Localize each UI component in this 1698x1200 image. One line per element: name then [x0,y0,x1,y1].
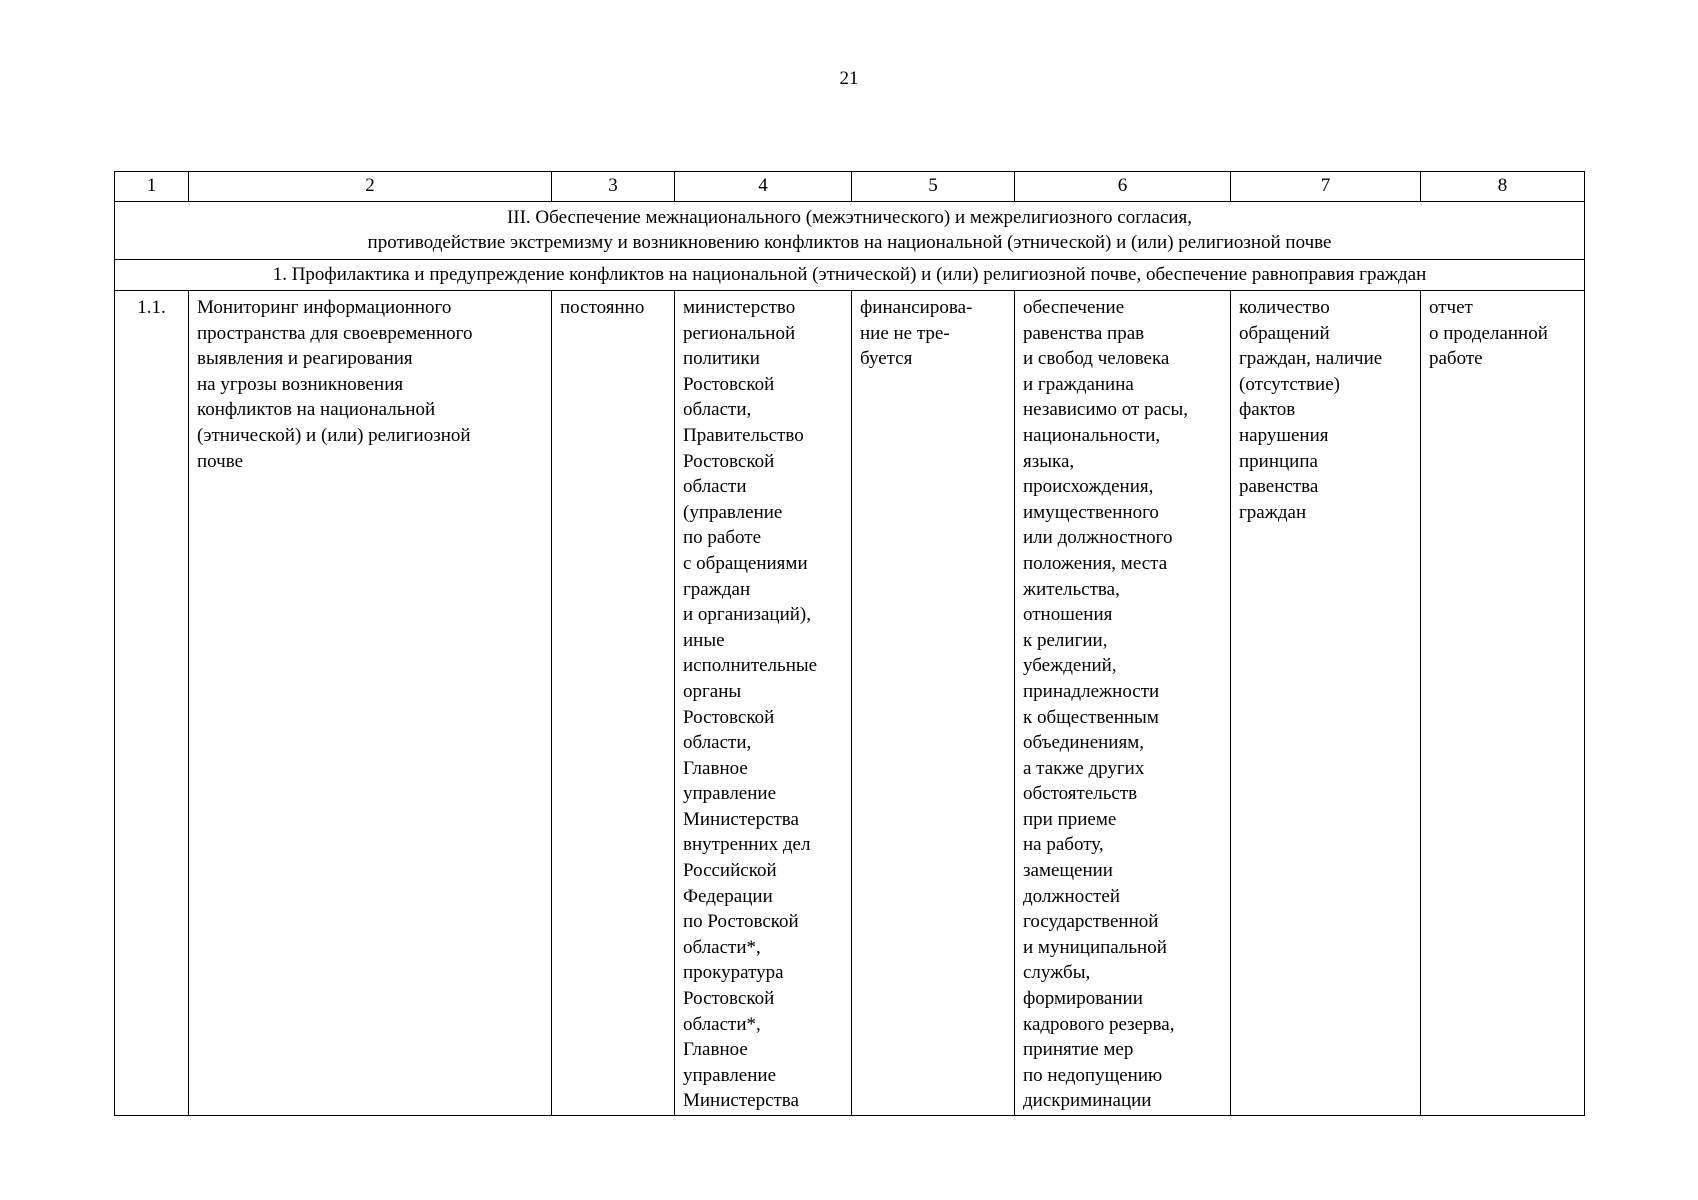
cell-text-line: с обращениями [683,552,808,574]
cell-text-line: жительства, [1023,578,1120,600]
cell-text-line: принадлежности [1023,680,1160,702]
cell-text-line: объединениям, [1023,732,1144,754]
section-heading [115,202,1585,260]
column-number: 5 [852,172,1015,202]
cell-text-line: национальности, [1023,424,1161,446]
cell-text-line: внутренних дел [683,834,811,856]
cell-text-line: на угрозы возникновения [197,373,404,395]
cell-text-line: Главное [683,1039,748,1061]
cell-text-line: равенства прав [1023,322,1145,344]
cell-text-line: прокуратура [683,962,784,984]
cell-text-line: Ростовской [683,450,775,472]
cell-text-line: конфликтов на национальной [197,399,436,421]
cell-text-line: области*, [683,1013,761,1035]
cell-text-line: языка, [1023,450,1075,472]
cell-text-line: государственной [1023,911,1159,933]
cell-text-line: замещении [1023,860,1113,882]
cell-text-line: Российской [683,860,777,882]
cell-text-line: принципа [1239,450,1318,472]
cell-text-line: и свобод человека [1023,348,1170,370]
cell-text-line: при приеме [1023,808,1117,830]
column-number-row [115,172,1585,202]
cell-text-line: нарушения [1239,424,1329,446]
cell-text-line: иные [683,629,725,651]
cell-text-line: (этнической) и (или) религиозной [197,424,471,446]
cell-text-line: финансирова- [860,297,973,318]
cell-text-line: области [683,476,747,498]
cell-text-line: а также других [1023,757,1145,779]
cell-text-line: о проделанной [1429,322,1548,344]
cell-text-line: ние не тре- [860,322,950,344]
column-number: 8 [1421,172,1585,202]
cell-text-line: области*, [683,936,761,958]
cell-text-line: региональной [683,322,796,344]
cell-text-line: Правительство [683,424,804,446]
cell-text-line: Ростовской [683,988,775,1010]
cell-text-line: происхождения, [1023,476,1154,498]
cell-text-line: отношения [1023,604,1113,626]
cell-text-line: по работе [683,527,762,549]
cell-text-line: выявления и реагирования [197,348,413,370]
cell-text-line: фактов [1239,399,1296,421]
cell-text-line: на работу, [1023,834,1104,856]
cell-text-line: или должностного [1023,527,1173,549]
cell-text-line: имущественного [1023,501,1159,523]
subsection-heading-row [115,260,1585,291]
cell-text-line: и организаций), [683,604,811,626]
cell-text-line: политики [683,348,760,370]
cell-text-line: независимо от расы, [1023,399,1188,421]
cell-text-line: почве [197,450,244,472]
cell-text-line: (управление [683,501,783,523]
measure-cell [189,291,552,1116]
result-cell [1015,291,1231,1116]
cell-text-line: управление [683,1064,777,1086]
cell-text-line: Министерства [683,808,799,830]
row-number-cell: 1.1. [115,291,189,1116]
cell-text-line: количество [1239,297,1330,318]
cell-text-line: Ростовской [683,373,775,395]
cell-text-line: области, [683,732,752,754]
cell-text-line: исполнительные [683,655,818,677]
page-number: 21 [839,68,859,89]
cell-text-line: работе [1429,348,1483,370]
cell-text-line: принятие мер [1023,1039,1134,1061]
cell-text-line: министерство [683,297,796,318]
term-cell: постоянно [552,291,675,1116]
cell-text-line: и гражданина [1023,373,1134,395]
cell-text-line: отчет [1429,297,1473,318]
cell-text-line: дискриминации [1023,1090,1152,1112]
cell-text-line: обстоятельств [1023,783,1138,805]
financing-cell [852,291,1015,1116]
cell-text-line: органы [683,680,742,702]
cell-text-line: граждан, наличие [1239,348,1383,370]
column-number: 6 [1015,172,1231,202]
cell-text-line: службы, [1023,962,1091,984]
cell-text-line: Министерства [683,1090,799,1112]
cell-text-line: (отсутствие) [1239,373,1340,395]
cell-text-line: граждан [683,578,751,600]
cell-text-line: к общественным [1023,706,1159,728]
table-row [115,291,1585,1116]
cell-text-line: по недопущению [1023,1064,1163,1086]
cell-text-line: убеждений, [1023,655,1117,677]
cell-text-line: граждан [1239,501,1307,523]
column-number: 1 [115,172,189,202]
cell-text-line: области, [683,399,752,421]
cell-text-line: обеспечение [1023,297,1125,318]
report-cell [1421,291,1585,1116]
cell-text-line: формировании [1023,988,1143,1010]
section-heading-line: III. Обеспечение межнационального (межэтнического) и межрелигиозного согласия, [506,207,1193,228]
cell-text-line: управление [683,783,777,805]
cell-text-line: должностей [1023,885,1121,907]
cell-text-line: равенства [1239,476,1319,498]
cell-text-line: пространства для своевременного [197,322,473,344]
indicator-cell [1231,291,1421,1116]
column-number: 2 [189,172,552,202]
cell-text-line: к религии, [1023,629,1108,651]
cell-text-line: буется [860,348,913,370]
cell-text-line: Главное [683,757,748,779]
cell-text-line: и муниципальной [1023,936,1167,958]
section-heading-row [115,202,1585,260]
subsection-heading: 1. Профилактика и предупреждение конфликтов на национальной (этнической) и (или) религиозной почве, обеспечение равноправия граждан [115,260,1585,291]
cell-text-line: Ростовской [683,706,775,728]
cell-text-line: кадрового резерва, [1023,1013,1175,1035]
cell-text-line: Федерации [683,885,773,907]
column-number: 7 [1231,172,1421,202]
cell-text-line: Мониторинг информационного [197,297,452,318]
measures-table [114,171,1585,1116]
executors-cell [675,291,852,1116]
section-heading-line: противодействие экстремизму и возникновению конфликтов на национальной (этнической) и (или) религиозной почве [367,232,1332,253]
cell-text-line: обращений [1239,322,1330,344]
column-number: 4 [675,172,852,202]
cell-text-line: по Ростовской [683,911,799,933]
cell-text-line: положения, места [1023,552,1168,574]
column-number: 3 [552,172,675,202]
